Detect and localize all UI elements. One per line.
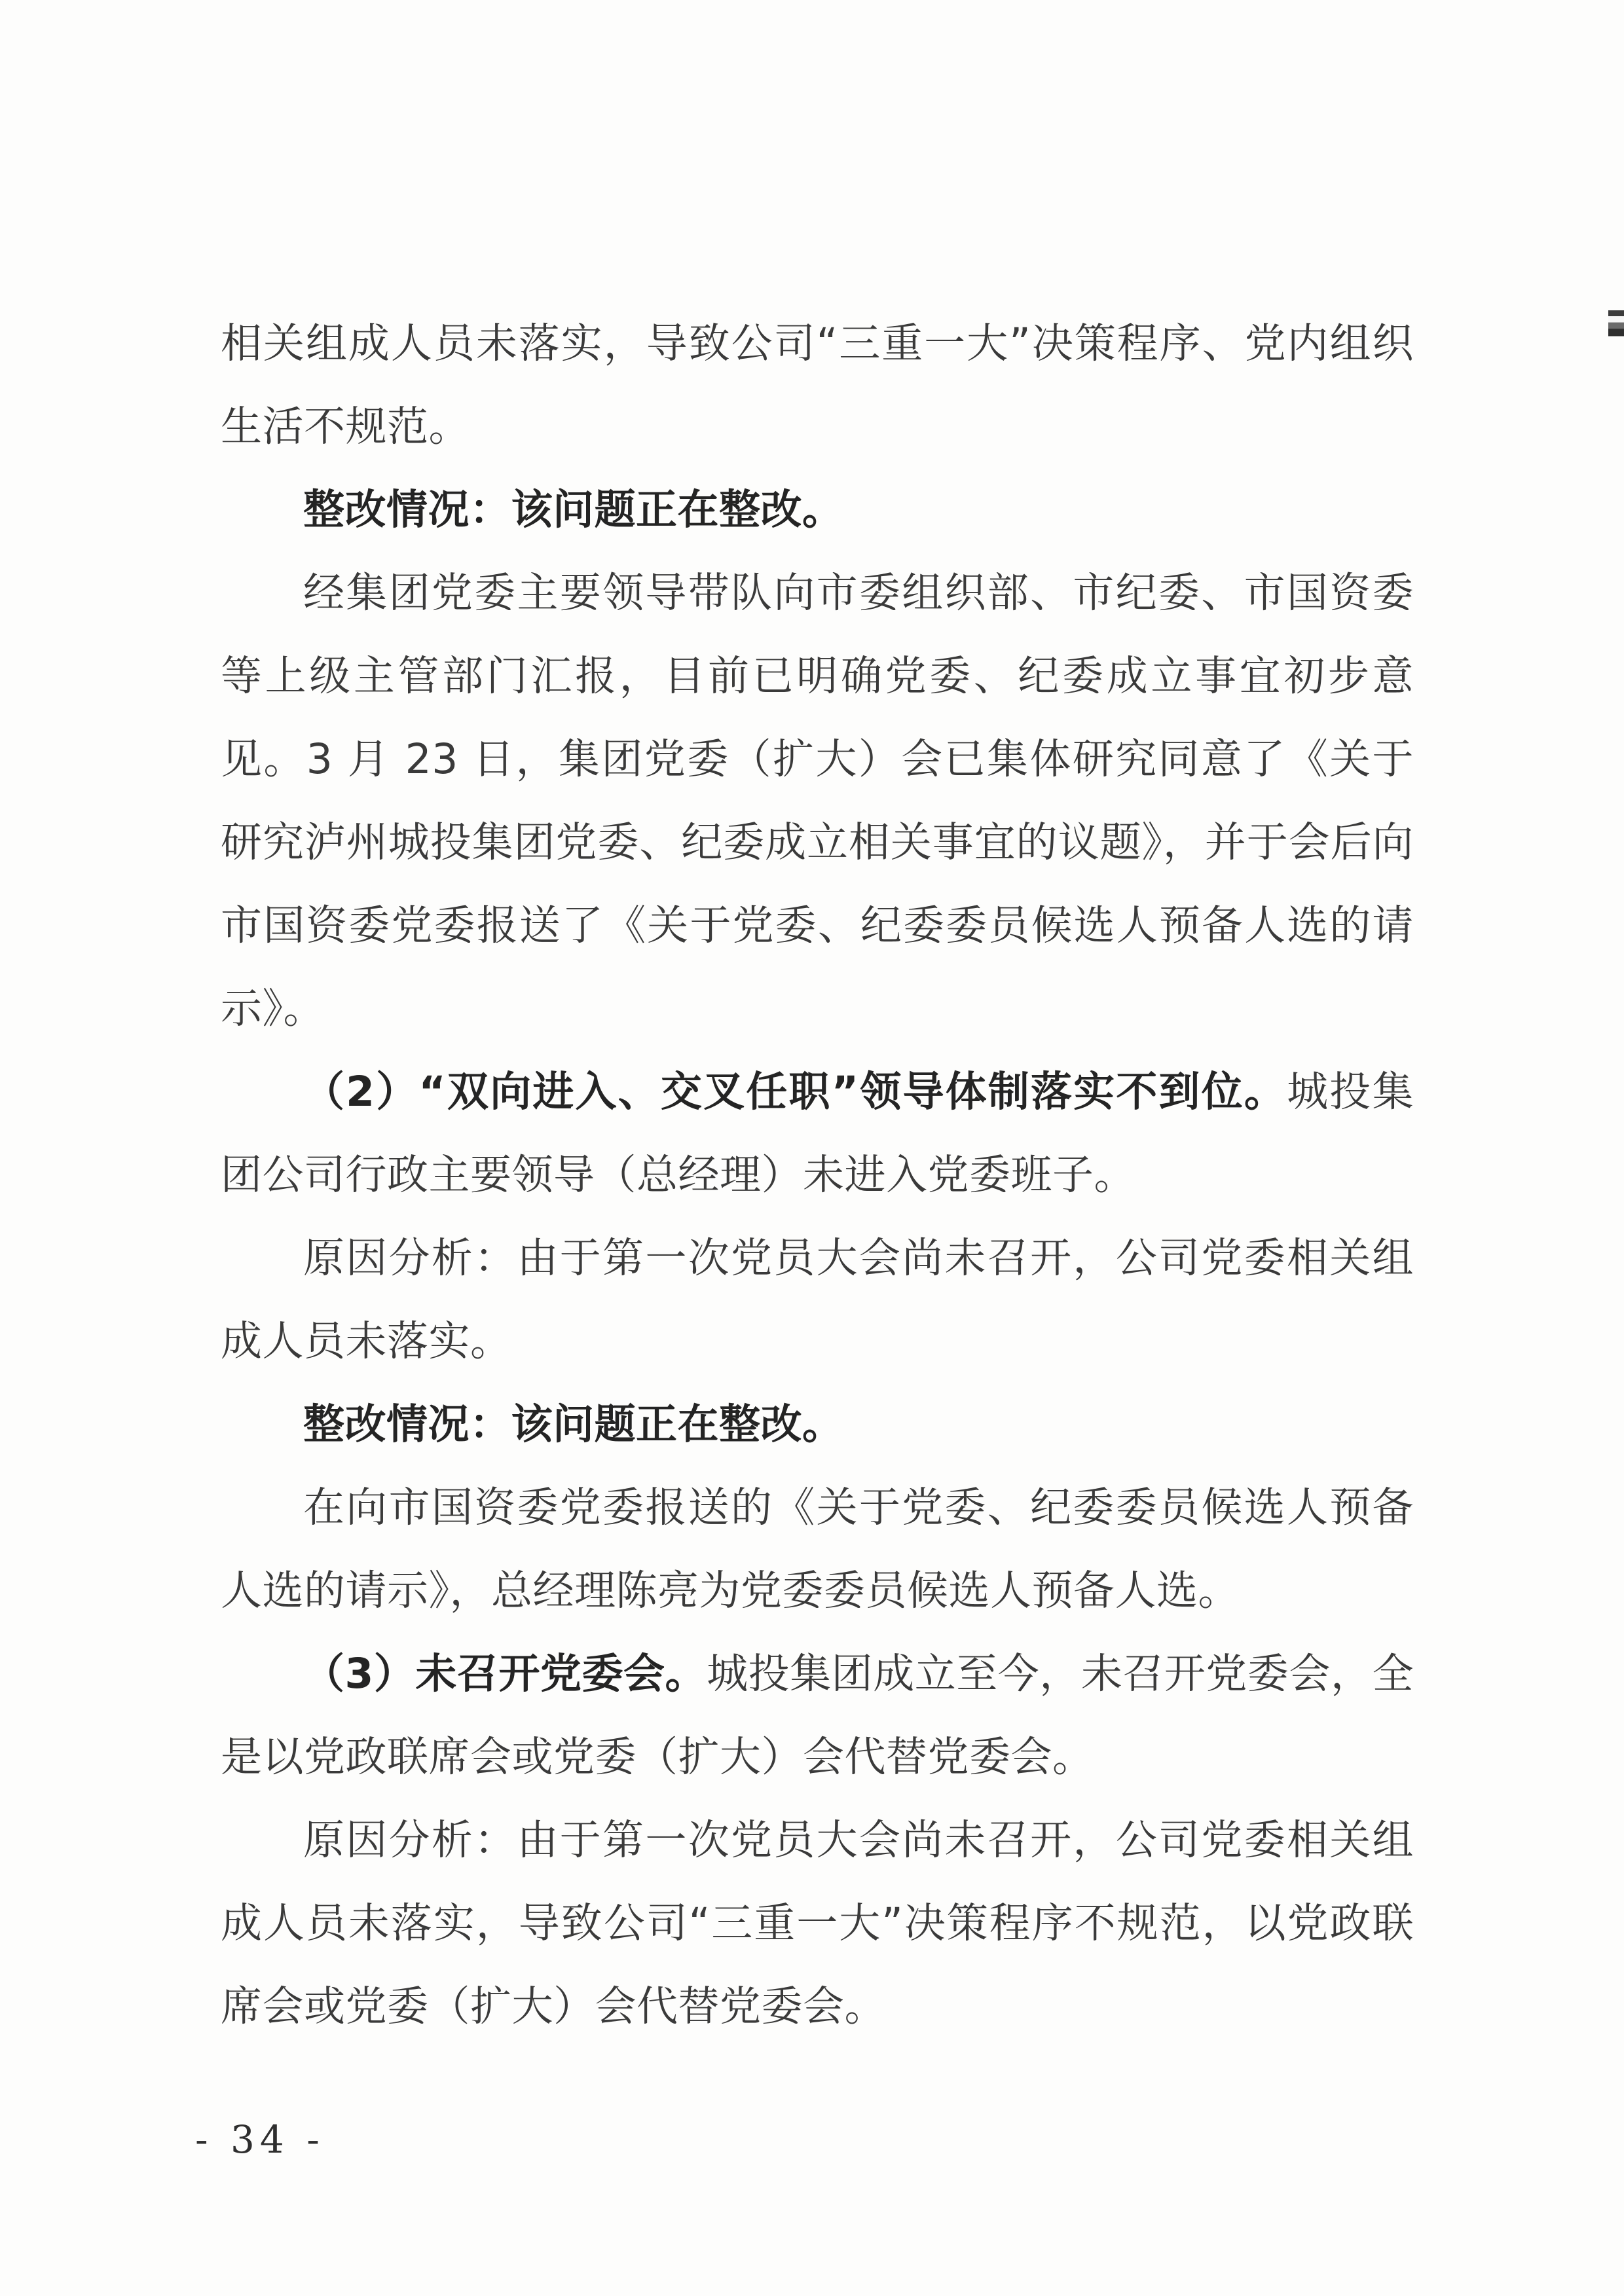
paragraph bbox=[221, 302, 1414, 468]
document-body bbox=[221, 302, 1414, 2048]
text-segment: 整改情况：该问题正在整改。 bbox=[303, 486, 844, 534]
paragraph bbox=[221, 1050, 1414, 1216]
text-segment: 整改情况：该问题正在整改。 bbox=[303, 1400, 844, 1448]
text-segment: 原因分析：由于第一次党员大会尚未召开，公司党委相关组成人员未落实。 bbox=[221, 1234, 1414, 1365]
paragraph bbox=[221, 1216, 1414, 1383]
text-segment: 城投集团公司行政主要领导（总经理）未进入党委班子。 bbox=[221, 1068, 1414, 1199]
text-segment: 相关组成人员未落实，导致公司“三重一大”决策程序、党内组织生活不规范。 bbox=[221, 319, 1414, 450]
text-segment: （3）未召开党委会。 bbox=[303, 1650, 707, 1698]
paragraph bbox=[221, 1632, 1414, 1798]
paragraph bbox=[221, 1798, 1414, 2048]
page-number: - 34 - bbox=[195, 2117, 325, 2162]
paragraph bbox=[221, 1466, 1414, 1632]
paragraph bbox=[221, 1383, 1414, 1466]
text-segment: （2）“双向进入、交叉任职”领导体制落实不到位。 bbox=[303, 1068, 1287, 1116]
text-segment: 城投集团成立至今，未召开党委会，全是以党政联席会或党委（扩大）会代替党委会。 bbox=[221, 1650, 1414, 1781]
scan-artifact bbox=[1608, 310, 1624, 340]
text-segment: 原因分析：由于第一次党员大会尚未召开，公司党委相关组成人员未落实，导致公司“三重一大”决策程序不规范，以党政联席会或党委（扩大）会代替党委会。 bbox=[221, 1816, 1414, 2030]
paragraph bbox=[221, 468, 1414, 551]
text-segment: 在向市国资委党委报送的《关于党委、纪委委员候选人预备人选的请示》，总经理陈亮为党委委员候选人预备人选。 bbox=[221, 1484, 1414, 1614]
paragraph bbox=[221, 551, 1414, 1050]
text-segment: 经集团党委主要领导带队向市委组织部、市纪委、市国资委等上级主管部门汇报，目前已明确党委、纪委成立事宜初步意见。3 月 23 日，集团党委（扩大）会已集体研究同意了《关于研究泸州城投集团党委、纪委成立相关事宜的议题》，并于会后向市国资委党委报送了《关于党委、纪委委员候选人预备人选的请示》。 bbox=[221, 569, 1414, 1032]
